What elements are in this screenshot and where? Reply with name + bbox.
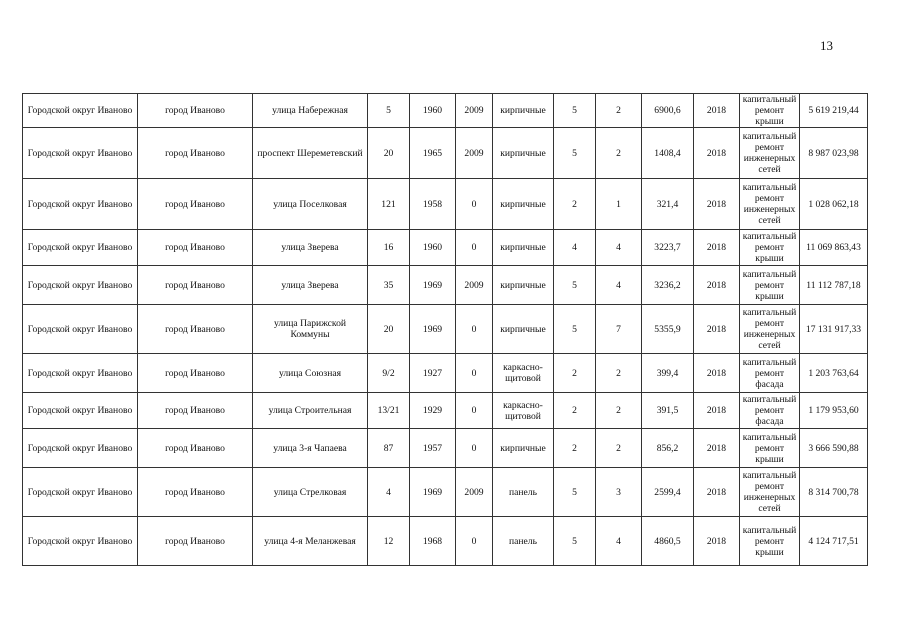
cell-street: улица Зверева [253,230,368,266]
cell-cost: 1 179 953,60 [800,393,868,429]
cell-year-overhaul: 2009 [456,94,493,128]
table-row [23,305,868,354]
cell-district: Городской округ Иваново [23,230,138,266]
cell-district: Городской округ Иваново [23,305,138,354]
cell-year-built: 1969 [410,468,456,517]
cell-year-built: 1960 [410,94,456,128]
cell-floors: 2 [554,354,596,393]
cell-house: 4 [368,468,410,517]
cell-house: 35 [368,266,410,305]
cell-work-type: капитальный ремонт крыши [740,230,800,266]
cell-cost: 11 069 863,43 [800,230,868,266]
cell-cost: 1 028 062,18 [800,179,868,230]
cell-house: 16 [368,230,410,266]
table-row [23,429,868,468]
cell-cost: 8 314 700,78 [800,468,868,517]
cell-house: 20 [368,305,410,354]
cell-work-type: капитальный ремонт крыши [740,266,800,305]
cell-wall-material: кирпичные [493,94,554,128]
cell-work-type: капитальный ремонт инженерных сетей [740,468,800,517]
cell-year-overhaul: 2009 [456,468,493,517]
cell-plan-year: 2018 [694,128,740,179]
cell-year-overhaul: 0 [456,354,493,393]
cell-wall-material: каркасно-щитовой [493,393,554,429]
cell-cost: 17 131 917,33 [800,305,868,354]
cell-street: улица Набережная [253,94,368,128]
cell-entrances: 2 [596,393,642,429]
cell-area: 5355,9 [642,305,694,354]
cell-floors: 5 [554,517,596,566]
cell-year-built: 1965 [410,128,456,179]
cell-area: 6900,6 [642,94,694,128]
cell-floors: 5 [554,266,596,305]
cell-area: 399,4 [642,354,694,393]
cell-city: город Иваново [138,393,253,429]
cell-entrances: 2 [596,94,642,128]
table-body [23,94,868,566]
cell-entrances: 2 [596,128,642,179]
cell-year-built: 1958 [410,179,456,230]
cell-house: 121 [368,179,410,230]
cell-house: 87 [368,429,410,468]
table-row [23,354,868,393]
cell-work-type: капитальный ремонт инженерных сетей [740,128,800,179]
cell-city: город Иваново [138,266,253,305]
cell-entrances: 4 [596,266,642,305]
cell-district: Городской округ Иваново [23,128,138,179]
cell-cost: 4 124 717,51 [800,517,868,566]
cell-street: улица Строительная [253,393,368,429]
cell-district: Городской округ Иваново [23,429,138,468]
cell-floors: 5 [554,468,596,517]
cell-area: 3236,2 [642,266,694,305]
cell-city: город Иваново [138,354,253,393]
cell-year-overhaul: 0 [456,429,493,468]
cell-plan-year: 2018 [694,230,740,266]
cell-year-built: 1969 [410,266,456,305]
cell-cost: 8 987 023,98 [800,128,868,179]
cell-year-built: 1969 [410,305,456,354]
cell-plan-year: 2018 [694,94,740,128]
cell-floors: 5 [554,128,596,179]
cell-cost: 3 666 590,88 [800,429,868,468]
cell-wall-material: панель [493,517,554,566]
cell-cost: 1 203 763,64 [800,354,868,393]
cell-year-built: 1968 [410,517,456,566]
cell-floors: 2 [554,429,596,468]
cell-city: город Иваново [138,94,253,128]
cell-year-overhaul: 2009 [456,266,493,305]
cell-floors: 4 [554,230,596,266]
cell-wall-material: кирпичные [493,429,554,468]
table-row [23,179,868,230]
cell-year-overhaul: 0 [456,230,493,266]
cell-area: 2599,4 [642,468,694,517]
table-row [23,128,868,179]
cell-area: 1408,4 [642,128,694,179]
cell-wall-material: кирпичные [493,179,554,230]
cell-entrances: 2 [596,429,642,468]
cell-area: 3223,7 [642,230,694,266]
cell-floors: 2 [554,179,596,230]
cell-area: 321,4 [642,179,694,230]
cell-district: Городской округ Иваново [23,94,138,128]
cell-house: 5 [368,94,410,128]
cell-work-type: капитальный ремонт инженерных сетей [740,179,800,230]
cell-floors: 2 [554,393,596,429]
cell-wall-material: кирпичные [493,305,554,354]
cell-district: Городской округ Иваново [23,354,138,393]
page-number: 13 [820,38,833,53]
cell-street: улица Поселковая [253,179,368,230]
cell-entrances: 3 [596,468,642,517]
cell-year-built: 1960 [410,230,456,266]
cell-district: Городской округ Иваново [23,517,138,566]
cell-wall-material: кирпичные [493,128,554,179]
cell-plan-year: 2018 [694,179,740,230]
cell-year-overhaul: 0 [456,517,493,566]
cell-year-overhaul: 0 [456,305,493,354]
table-row [23,94,868,128]
cell-street: улица Парижской Коммуны [253,305,368,354]
cell-entrances: 4 [596,230,642,266]
cell-plan-year: 2018 [694,266,740,305]
cell-house: 9/2 [368,354,410,393]
cell-year-built: 1929 [410,393,456,429]
cell-street: улица Союзная [253,354,368,393]
cell-district: Городской округ Иваново [23,179,138,230]
cell-work-type: капитальный ремонт инженерных сетей [740,305,800,354]
cell-area: 4860,5 [642,517,694,566]
cell-work-type: капитальный ремонт крыши [740,94,800,128]
cell-street: улица 4-я Меланжевая [253,517,368,566]
cell-district: Городской округ Иваново [23,266,138,305]
cell-wall-material: кирпичные [493,266,554,305]
cell-year-overhaul: 2009 [456,128,493,179]
cell-year-built: 1927 [410,354,456,393]
table-row [23,468,868,517]
cell-city: город Иваново [138,179,253,230]
cell-city: город Иваново [138,128,253,179]
cell-plan-year: 2018 [694,393,740,429]
cell-plan-year: 2018 [694,305,740,354]
cell-year-overhaul: 0 [456,393,493,429]
cell-wall-material: панель [493,468,554,517]
cell-district: Городской округ Иваново [23,468,138,517]
cell-city: город Иваново [138,305,253,354]
cell-entrances: 7 [596,305,642,354]
cell-plan-year: 2018 [694,354,740,393]
cell-house: 12 [368,517,410,566]
table-row [23,393,868,429]
cell-work-type: капитальный ремонт крыши [740,517,800,566]
cell-street: улица Зверева [253,266,368,305]
cell-floors: 5 [554,94,596,128]
housing-overhaul-table [22,93,868,566]
cell-plan-year: 2018 [694,517,740,566]
cell-area: 856,2 [642,429,694,468]
cell-area: 391,5 [642,393,694,429]
cell-street: улица 3-я Чапаева [253,429,368,468]
cell-plan-year: 2018 [694,468,740,517]
cell-city: город Иваново [138,429,253,468]
cell-cost: 11 112 787,18 [800,266,868,305]
cell-house: 20 [368,128,410,179]
table-row [23,517,868,566]
cell-entrances: 4 [596,517,642,566]
cell-city: город Иваново [138,230,253,266]
table-row [23,230,868,266]
cell-city: город Иваново [138,468,253,517]
cell-work-type: капитальный ремонт фасада [740,393,800,429]
cell-wall-material: каркасно-щитовой [493,354,554,393]
cell-street: проспект Шереметевский [253,128,368,179]
cell-house: 13/21 [368,393,410,429]
table-row [23,266,868,305]
cell-cost: 5 619 219,44 [800,94,868,128]
cell-floors: 5 [554,305,596,354]
cell-year-overhaul: 0 [456,179,493,230]
cell-wall-material: кирпичные [493,230,554,266]
cell-plan-year: 2018 [694,429,740,468]
cell-street: улица Стрелковая [253,468,368,517]
cell-entrances: 1 [596,179,642,230]
cell-year-built: 1957 [410,429,456,468]
cell-district: Городской округ Иваново [23,393,138,429]
cell-city: город Иваново [138,517,253,566]
cell-work-type: капитальный ремонт крыши [740,429,800,468]
cell-work-type: капитальный ремонт фасада [740,354,800,393]
cell-entrances: 2 [596,354,642,393]
